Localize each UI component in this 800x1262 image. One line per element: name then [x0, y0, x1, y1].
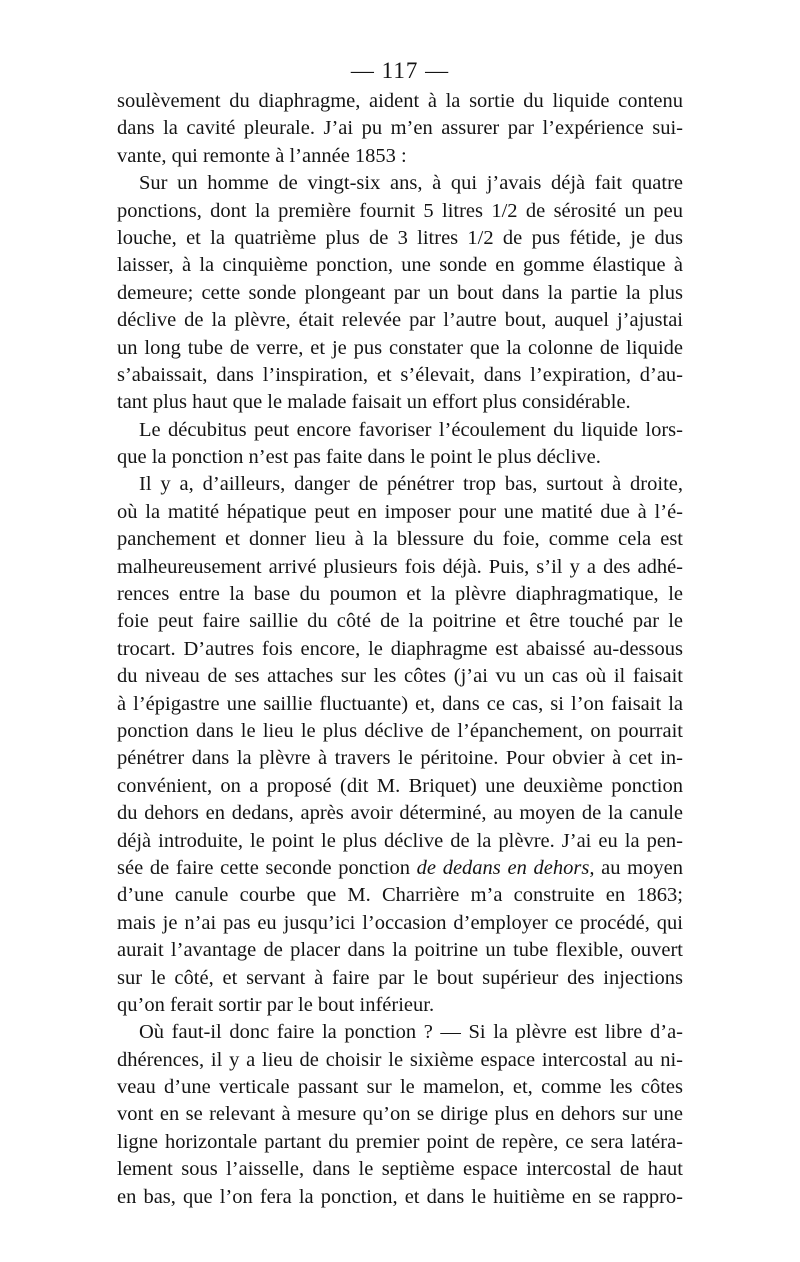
text-line: trocart. D’autres fois encore, le diaphragme est abaissé au-dessous [117, 637, 683, 660]
text-line: Il y a, d’ailleurs, danger de pénétrer trop bas, surtout à droite, [139, 473, 683, 496]
text-line: soulèvement du diaphragme, aident à la sortie du liquide contenu [117, 90, 683, 112]
text-line: panchement et donner lieu à la blessure du foie, comme cela est [117, 528, 683, 551]
text-line: ponction dans le lieu le plus déclive de l’épanchement, on pourrait [117, 719, 683, 742]
text-line: rences entre la base du poumon et la plèvre diaphragmatique, le [117, 583, 683, 606]
text-line: convénient, on a proposé (dit M. Briquet) une deuxième ponction [117, 774, 683, 797]
text-line: du dehors en dedans, après avoir déterminé, au moyen de la canule [117, 802, 683, 825]
text-line: où la matité hépatique peut en imposer pour une matité due à l’é- [117, 500, 683, 523]
text-line: en bas, que l’on fera la ponction, et dans le huitième en se rappro- [117, 1185, 683, 1208]
text-line: à l’épigastre une saillie fluctuante) et, dans ce cas, si l’on faisait la [117, 692, 683, 715]
text-line: déjà introduite, le point le plus déclive de la plèvre. J’ai eu la pen- [117, 829, 683, 852]
text-line: dans la cavité pleurale. J’ai pu m’en assurer par l’expérience sui- [117, 117, 683, 140]
text-line: dhérences, il y a lieu de choisir le sixième espace intercostal au ni- [117, 1048, 683, 1071]
text-line: mais je n’ai pas eu jusqu’ici l’occasion d’employer ce procédé, qui [117, 911, 683, 934]
italic-segment: de dedans en dehors, [416, 856, 595, 879]
text-line: qu’on ferait sortir par le bout inférieur. [117, 993, 435, 1016]
page-number: — 117 — [350, 58, 450, 83]
text-segment: sée de faire cette seconde ponction [117, 856, 417, 879]
text-line: tant plus haut que le malade faisait un effort plus considérable. [117, 391, 631, 414]
text-line: malheureusement arrivé plusieurs fois déjà. Puis, s’il y a des adhé- [117, 555, 683, 578]
text-line: ponctions, dont la première fournit 5 litres 1/2 de sérosité un peu [117, 199, 683, 222]
text-line: laisser, à la cinquième ponction, une sonde en gomme élastique à [117, 254, 683, 277]
text-segment: au moyen [594, 856, 683, 879]
text-line: que la ponction n’est pas faite dans le point le plus déclive. [117, 446, 601, 469]
text-line: Le décubitus peut encore favoriser l’écoulement du liquide lors- [139, 418, 683, 441]
text-line: lement sous l’aisselle, dans le septième espace intercostal de haut [117, 1158, 683, 1181]
text-line: s’abaissait, dans l’inspiration, et s’élevait, dans l’expiration, d’au- [117, 363, 683, 386]
text-line: déclive de la plèvre, était relevée par l’autre bout, auquel j’ajustai [117, 309, 683, 332]
text-line: un long tube de verre, et je pus constater que la colonne de liquide [117, 336, 683, 359]
text-line: ligne horizontale partant du premier point de repère, ce sera latéra- [117, 1130, 683, 1153]
body-text [117, 88, 683, 1211]
text-line: Où faut-il donc faire la ponction ? — Si la plèvre est libre d’a- [139, 1021, 683, 1044]
text-line: d’une canule courbe que M. Charrière m’a construite en 1863; [117, 884, 683, 907]
text-line: foie peut faire saillie du côté de la poitrine et être touché par le [117, 610, 683, 633]
text-line: vante, qui remonte à l’année 1853 : [117, 144, 407, 167]
text-line [117, 855, 683, 882]
text-line: demeure; cette sonde plongeant par un bout dans la partie la plus [117, 281, 683, 304]
text-line: pénétrer dans la plèvre à travers le péritoine. Pour obvier à cet in- [117, 747, 683, 770]
text-line: veau d’une verticale passant sur le mamelon, et, comme les côtes [117, 1076, 683, 1099]
text-line: sur le côté, et servant à faire par le bout supérieur des injections [117, 966, 683, 989]
text-line: aurait l’avantage de placer dans la poitrine un tube flexible, ouvert [117, 939, 683, 962]
text-line: vont en se relevant à mesure qu’on se dirige plus en dehors sur une [117, 1103, 683, 1126]
text-line: du niveau de ses attaches sur les côtes (j’ai vu un cas où il faisait [117, 665, 683, 688]
text-line: Sur un homme de vingt-six ans, à qui j’avais déjà fait quatre [139, 172, 683, 195]
text-line: louche, et la quatrième plus de 3 litres 1/2 de pus fétide, je dus [117, 226, 683, 249]
